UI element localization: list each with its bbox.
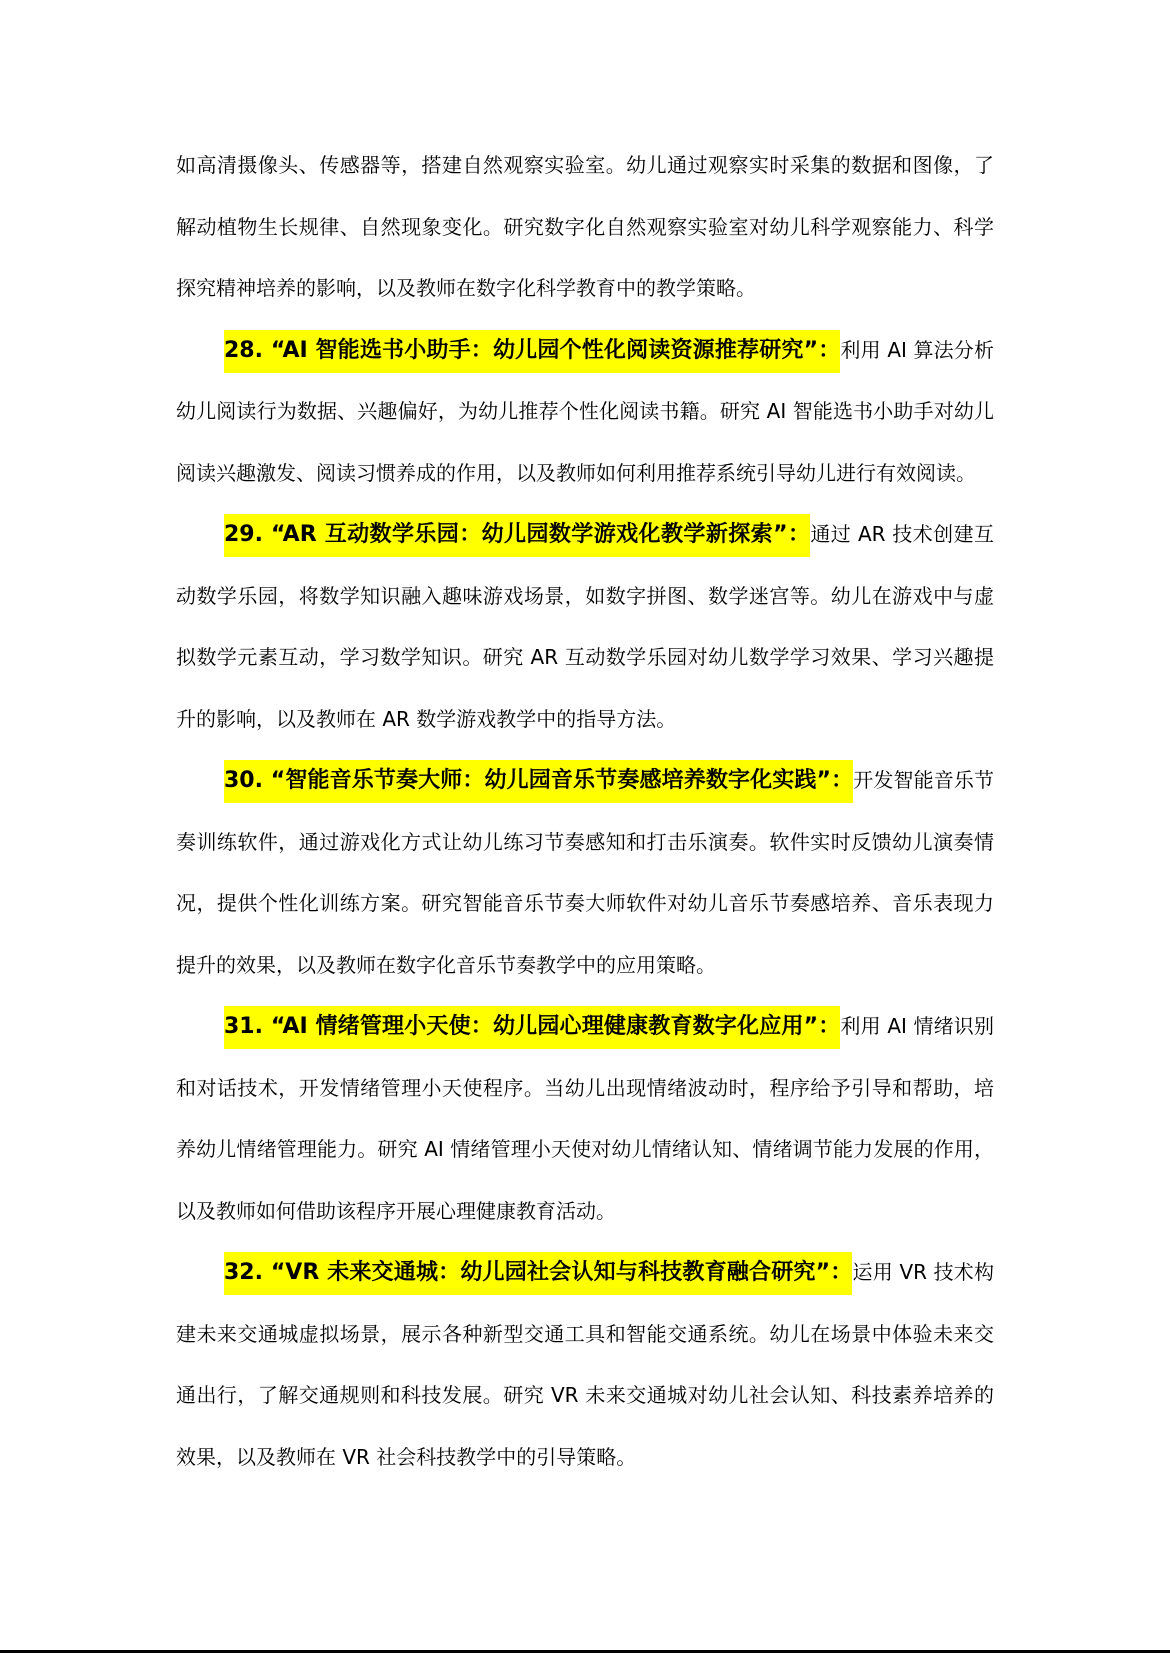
item-32-title: 32. “VR 未来交通城：幼儿园社会认知与科技教育融合研究”： xyxy=(224,1252,852,1295)
item-31-body: 利用 AI 情绪识别和对话技术，开发情绪管理小天使程序。当幼儿出现情绪波动时，程序给予引导和帮助，培养幼儿情绪管理能力。研究 AI 情绪管理小天使对幼儿情绪认知、情绪调节能力发展的作用，以及教师如何借助该程序开展心理健康教育活动。 xyxy=(176,1014,994,1223)
item-32-body: 运用 VR 技术构建未来交通城虚拟场景，展示各种新型交通工具和智能交通系统。幼儿在场景中体验未来交通出行，了解交通规则和科技发展。研究 VR 未来交通城对幼儿社会认知、科技素养培养的效果，以及教师在 VR 社会科技教学中的引导策略。 xyxy=(176,1260,994,1469)
item-30-title: 30. “智能音乐节奏大师：幼儿园音乐节奏感培养数字化实践”： xyxy=(224,760,853,803)
item-28-title: 28. “AI 智能选书小助手：幼儿园个性化阅读资源推荐研究”： xyxy=(224,330,840,373)
item-31 xyxy=(176,996,994,1242)
item-29-title: 29. “AR 互动数学乐园：幼儿园数学游戏化教学新探索”： xyxy=(224,514,810,557)
item-29-body: 通过 AR 技术创建互动数学乐园，将数学知识融入趣味游戏场景，如数字拼图、数学迷宫等。幼儿在游戏中与虚拟数学元素互动，学习数学知识。研究 AR 互动数学乐园对幼儿数学学习效果、学习兴趣提升的影响，以及教师在 AR 数学游戏教学中的指导方法。 xyxy=(176,522,995,731)
item-28-body: 利用 AI 算法分析幼儿阅读行为数据、兴趣偏好，为幼儿推荐个性化阅读书籍。研究 AI 智能选书小助手对幼儿阅读兴趣激发、阅读习惯养成的作用，以及教师如何利用推荐系统引导幼儿进行有效阅读。 xyxy=(176,337,994,485)
item-30-body: 开发智能音乐节奏训练软件，通过游戏化方式让幼儿练习节奏感知和打击乐演奏。软件实时反馈幼儿演奏情况，提供个性化训练方案。研究智能音乐节奏大师软件对幼儿音乐节奏感培养、音乐表现力提升的效果，以及教师在数字化音乐节奏教学中的应用策略。 xyxy=(176,768,995,977)
item-29 xyxy=(176,504,994,750)
item-31-title: 31. “AI 情绪管理小天使：幼儿园心理健康教育数字化应用”： xyxy=(224,1006,840,1049)
intro-paragraph: 如高清摄像头、传感器等，搭建自然观察实验室。幼儿通过观察实时采集的数据和图像，了解动植物生长规律、自然现象变化。研究数字化自然观察实验室对幼儿科学观察能力、科学探究精神培养的影响，以及教师在数字化科学教育中的教学策略。 xyxy=(176,153,994,300)
document-body xyxy=(176,135,994,1488)
item-28 xyxy=(176,320,994,505)
item-30 xyxy=(176,750,994,996)
item-32 xyxy=(176,1242,994,1488)
